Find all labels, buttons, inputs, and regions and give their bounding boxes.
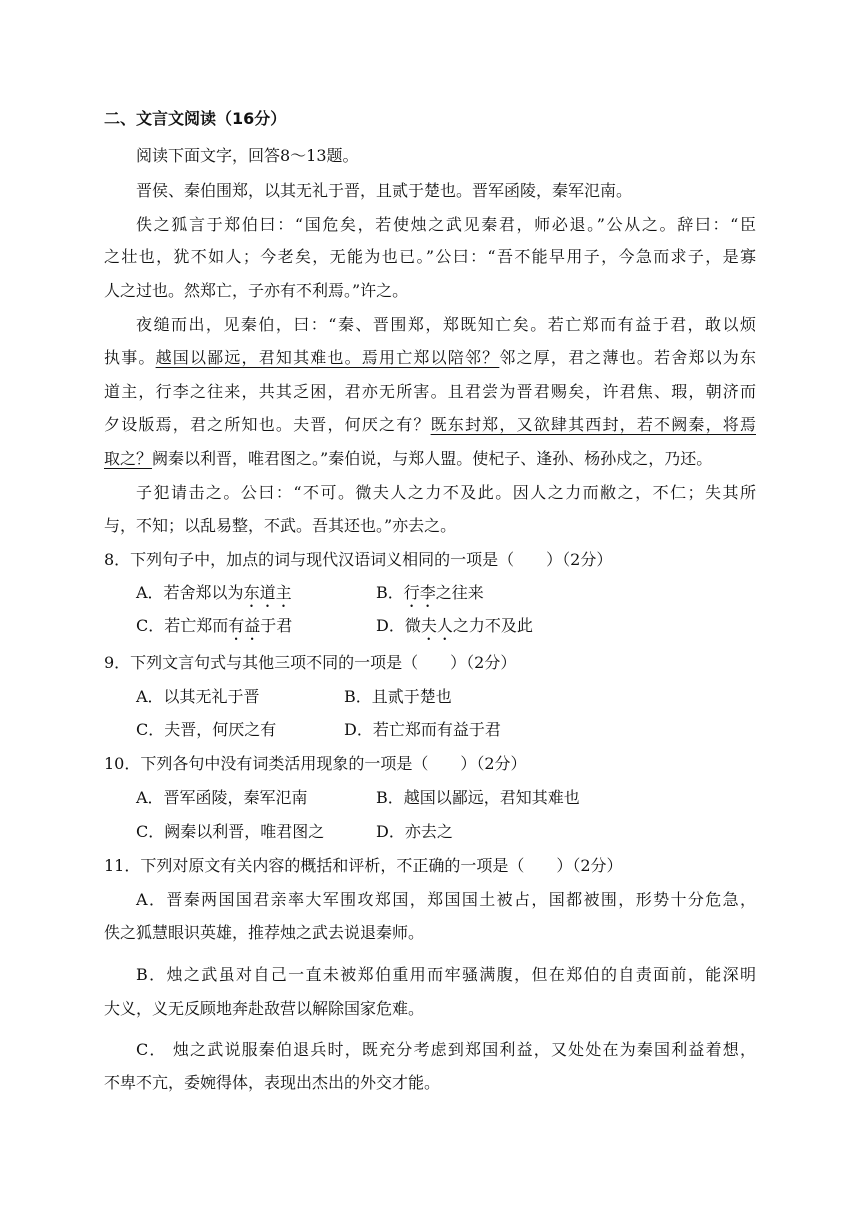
question-10-option-a: A．晋军函陵，秦军氾南 bbox=[136, 788, 308, 807]
question-8-option-c bbox=[136, 615, 292, 644]
passage-paragraph-3-line-4 bbox=[104, 414, 756, 436]
question-10-option-c: C．阙秦以利晋，唯君图之 bbox=[136, 822, 325, 841]
passage-paragraph-2-line-3: 人之过也。然郑亡，子亦有不利焉。”许之。 bbox=[104, 281, 409, 300]
dotted-word: 夫人 bbox=[420, 616, 453, 635]
question-11-option-a-line-2: 佚之狐慧眼识英雄，推荐烛之武去说退秦师。 bbox=[104, 923, 425, 942]
question-11-option-c-line-1: C． 烛之武说服秦伯退兵时，既充分考虑到郑国利益，又处处在为秦国利益着想， bbox=[136, 1040, 756, 1059]
underlined-sentence-1: 越国以鄙远，君知其难也。焉用亡郑以陪邻？ bbox=[155, 348, 500, 367]
question-10-option-d: D．亦去之 bbox=[376, 822, 453, 841]
option-text: A．若舍郑以为 bbox=[136, 583, 244, 602]
option-text: 之往来 bbox=[435, 583, 484, 602]
passage-paragraph-2-line-2: 之壮也，犹不如人；今老矣，无能为也已。”公曰：“吾不能早用子，今急而求子，是寡 bbox=[104, 247, 756, 266]
question-11-option-a-line-1: A．晋秦两国国君亲率大军围攻郑国，郑国国土被占，国都被围，形势十分危急， bbox=[136, 890, 756, 909]
option-text: 于君 bbox=[260, 616, 293, 635]
question-10-option-b: B．越国以鄙远，君知其难也 bbox=[376, 788, 580, 807]
passage-paragraph-3-line-5 bbox=[104, 448, 760, 470]
question-8-option-b bbox=[376, 582, 484, 611]
passage-text: 阙秦以利晋，唯君图之。”秦伯说，与郑人盟。使杞子、逢孙、杨孙戍之，乃还。 bbox=[152, 449, 713, 468]
underlined-sentence-2: 既东封郑，又欲肆其西封，若不阙秦，将焉 bbox=[430, 415, 756, 434]
question-10-stem: 10．下列各句中没有词类活用现象的一项是（ ）（2分） bbox=[104, 754, 527, 773]
option-text: C．若亡郑而 bbox=[136, 616, 229, 635]
question-11-option-c-line-2: 不卑不亢，委婉得体，表现出杰出的外交才能。 bbox=[104, 1073, 441, 1092]
question-9-option-a: A．以其无礼于晋 bbox=[136, 687, 260, 706]
question-8-stem: 8．下列句子中，加点的词与现代汉语词义相同的一项是（ ）（2分） bbox=[104, 550, 613, 569]
question-8-option-a bbox=[136, 582, 292, 611]
passage-paragraph-3-line-3: 道主，行李之往来，共其乏困，君亦无所害。且君尝为晋君赐矣，许君焦、瑕，朝济而 bbox=[104, 382, 756, 401]
question-11-option-b-line-1: B．烛之武虽对自己一直未被郑伯重用而牢骚满腹，但在郑伯的自责面前，能深明 bbox=[136, 965, 756, 984]
option-text: 之力不及此 bbox=[452, 616, 533, 635]
question-11-option-b-line-2: 大义，义无反顾地奔赴敌营以解除国家危难。 bbox=[104, 999, 425, 1018]
passage-paragraph-3-line-2 bbox=[104, 347, 756, 369]
underlined-sentence-2-end: 取之？ bbox=[104, 449, 153, 468]
passage-text: 邻之厚，君之薄也。若舍郑以为东 bbox=[499, 348, 756, 367]
dotted-word: 东道主 bbox=[243, 583, 292, 602]
dotted-word: 行李 bbox=[403, 583, 436, 602]
passage-text: 夕设版焉，君之所知也。夫晋，何厌之有？ bbox=[104, 415, 431, 434]
question-11-stem: 11．下列对原文有关内容的概括和评析，不正确的一项是（ ）（2分） bbox=[104, 856, 623, 875]
dotted-word: 有益 bbox=[228, 616, 261, 635]
question-9-option-c: C．夫晋，何厌之有 bbox=[136, 720, 277, 739]
question-9-stem: 9．下列文言句式与其他三项不同的一项是（ ）（2分） bbox=[104, 653, 517, 672]
question-9-option-b: B．且贰于楚也 bbox=[344, 687, 452, 706]
passage-paragraph-3-line-1: 夜缒而出，见秦伯，曰：“秦、晋围郑，郑既知亡矣。若亡郑而有益于君，敢以烦 bbox=[136, 315, 756, 334]
option-text: D．微 bbox=[376, 616, 421, 635]
passage-paragraph-2-line-1: 佚之狐言于郑伯曰：“国危矣，若使烛之武见秦君，师必退。”公从之。辞曰：“臣 bbox=[136, 215, 756, 234]
passage-paragraph-1: 晋侯、秦伯围郑，以其无礼于晋，且贰于楚也。晋军函陵，秦军氾南。 bbox=[136, 181, 633, 200]
passage-paragraph-4-line-2: 与，不知；以乱易整，不武。吾其还也。”亦去之。 bbox=[104, 516, 457, 535]
passage-paragraph-4-line-1: 子犯请击之。公曰：“不可。微夫人之力不及此。因人之力而敝之，不仁；失其所 bbox=[136, 483, 756, 502]
question-8-option-d bbox=[376, 615, 533, 644]
passage-text: 执事。 bbox=[104, 348, 156, 367]
section-title: 二、文言文阅读（16分） bbox=[104, 109, 287, 128]
question-9-option-d: D．若亡郑而有益于君 bbox=[344, 720, 501, 739]
instruction: 阅读下面文字，回答8～13题。 bbox=[136, 146, 359, 165]
option-text: B． bbox=[376, 583, 404, 602]
